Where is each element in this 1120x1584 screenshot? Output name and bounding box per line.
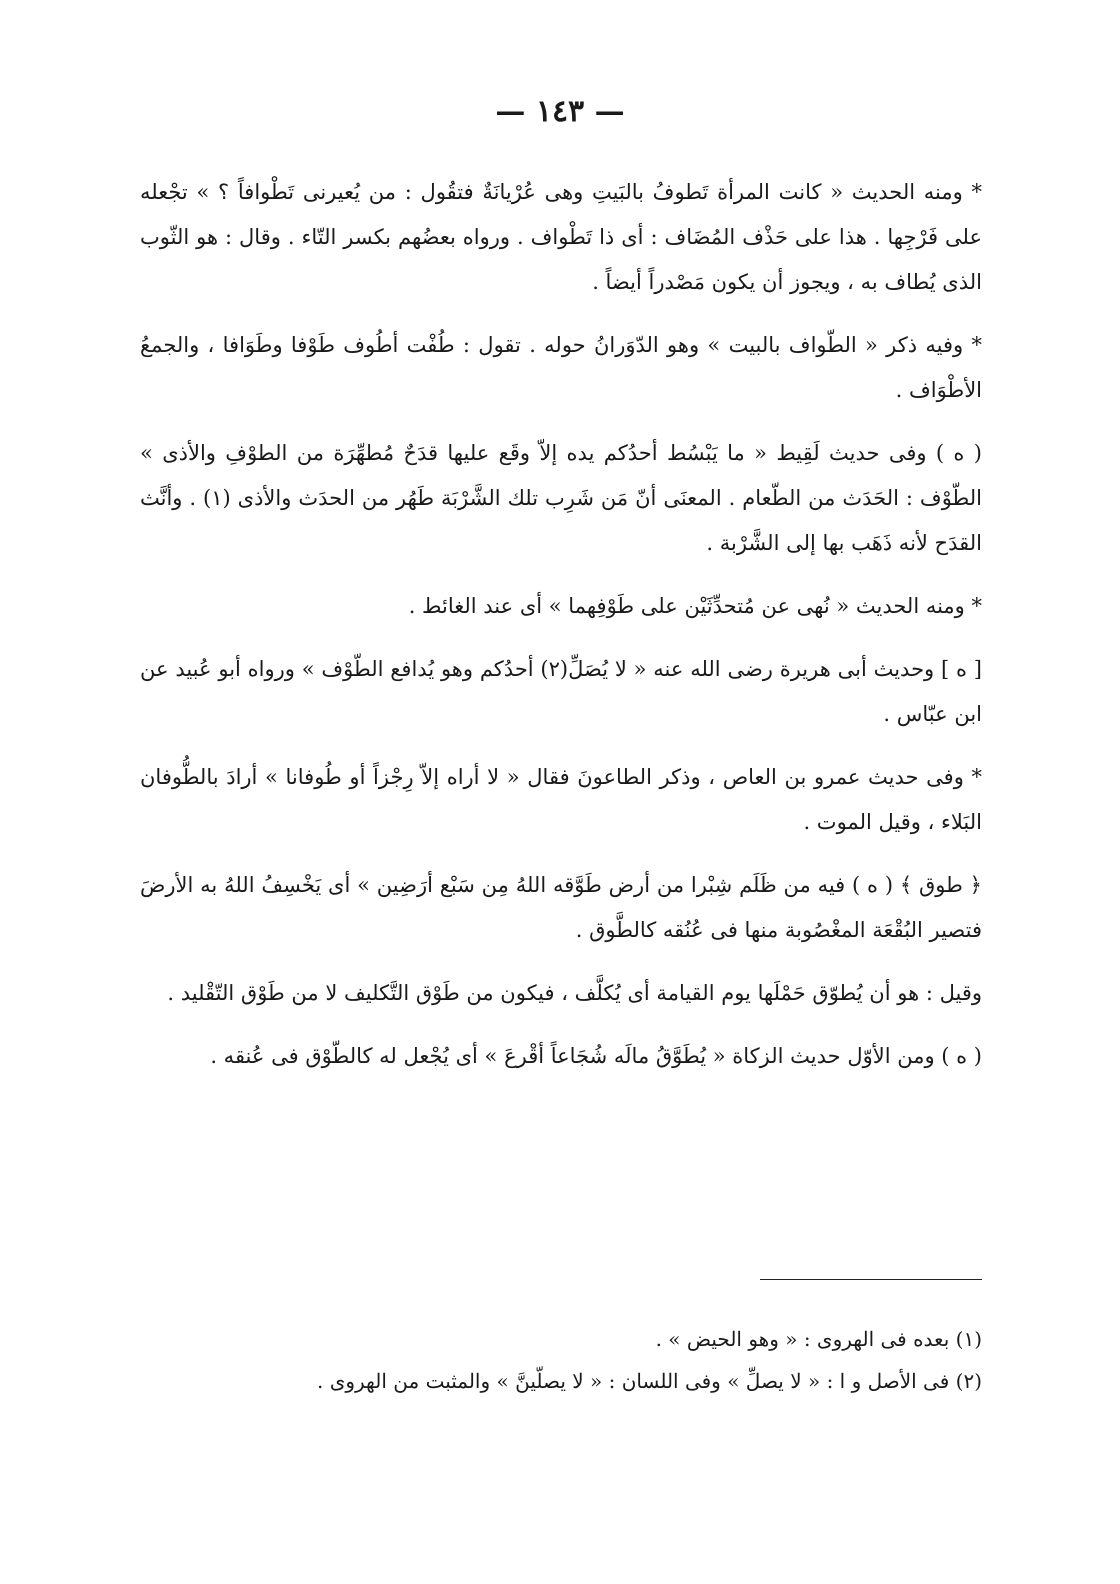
main-text [140,170,982,1097]
paragraph: * ومنه الحديث « كانت المرأة تَطوفُ بالبَيتِ وهى عُرْيانَةٌ فتقُول : من يُعيرنى تَطْوافاً ؟ » تجْعله على فَرْجِها . هذا على حَذْف المُضَاف : أى ذا تَطْواف . ورواه بعضُهم بكسر التّاء . وقال : هو الثّوب الذى يُطاف به ، ويجوز أن يكون مَصْدراً أيضاً . [140,180,982,294]
footnotes [140,1318,982,1402]
page-number: — ١٤٣ — [495,94,625,129]
entry-heading-paragraph: ﴿ طوق ﴾ ( ه ) فيه من ظَلَم شِبْرا من أرض طَوَّقه اللهُ مِن سَبْع أرَضِين » أى يَخْسِفُ اللهُ به الأرضَ فتصير البُقْعَة المغْصُوبة منها فى عُنُقه كالطَّوق . [140,873,982,942]
paragraph: ( ه ) وفى حديث لَقِيط « ما يَبْسُط أحدُكم يده إلاّ وقَع عليها قدَحٌ مُطهِّرَة من الطوْفِ والأذى » الطّوْف : الحَدَث من الطّعام . المعنَى أنّ مَن شَرِب تلك الشَّرْبَة طَهُر من الحدَث والأذى (١) . وأنَّث القدَح لأنه ذَهَب بها إلى الشَّرْبة . [140,441,982,555]
paragraph: وقيل : هو أن يُطوّق حَمْلَها يوم القيامة أى يُكلَّف ، فيكون من طَوْق التَّكليف لا من طَوْق التّقْليد . [167,981,982,1005]
paragraph: [ ه ] وحديث أبى هريرة رضى الله عنه « لا يُصَلِّ(٢) أحدُكم وهو يُدافع الطّوْف » ورواه أبو عُبيد عن ابن عبّاس . [140,657,982,726]
footnote: (٢) فى الأصل و ا : « لا يصلِّ » وفى اللسان : « لا يصلّينَّ » والمثبت من الهروى . [316,1369,982,1393]
footnote-divider [760,1279,982,1280]
paragraph: ( ه ) ومن الأوّل حديث الزكاة « يُطَوَّقُ مالَه شُجَاعاً أقْرعَ » أى يُجْعل له كالطّوْق فى عُنقه . [210,1044,982,1068]
paragraph: * وفى حديث عمرو بن العاص ، وذكر الطاعونَ فقال « لا أراه إلاّ رِجْزاً أو طُوفانا » أرادَ بالطُّوفان البَلاء ، وقيل الموت . [140,765,982,834]
footnote: (١) بعده فى الهروى : « وهو الحيض » . [655,1327,982,1351]
paragraph: * ومنه الحديث « نُهى عن مُتحدِّثَيْن على طَوْفِهما » أى عند الغائط . [408,594,982,618]
paragraph: * وفيه ذكر « الطّواف بالبيت » وهو الدّوَرانُ حوله . تقول : طُفْت أطُوف طَوْفا وطَوَافا ، والجمعُ الأطْوَاف . [140,333,982,402]
